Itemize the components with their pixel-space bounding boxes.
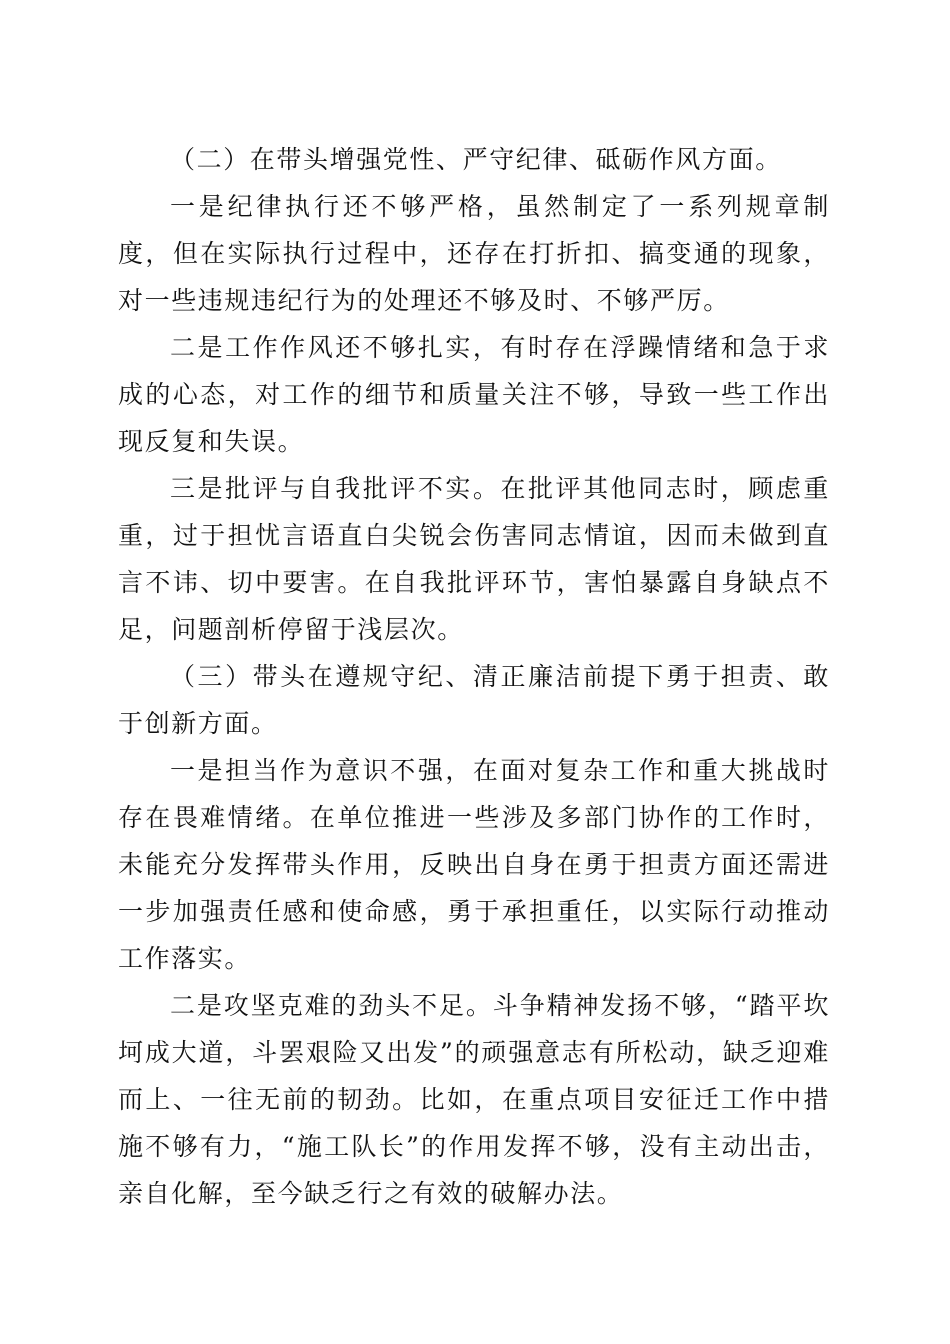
paragraph-responsibility: 一是担当作为意识不强，在面对复杂工作和重大挑战时存在畏难情绪。在单位推进一些涉及多部门协作的工作时，未能充分发挥带头作用，反映出自身在勇于担责方面还需进一步加强责任感和使命感，勇于承担重任，以实际行动推动工作落实。 <box>118 756 830 973</box>
paragraph-tackling-difficulties: 二是攻坚克难的劲头不足。斗争精神发扬不够，“踏平坎坷成大道，斗罢艰险又出发”的顽强意志有所松动，缺乏迎难而上、一往无前的韧劲。比如，在重点项目安征迁工作中措施不够有力，“施工队长”的作用发挥不够，没有主动出击，亲自化解，至今缺乏行之有效的破解办法。 <box>118 991 830 1208</box>
paragraph-discipline: 一是纪律执行还不够严格，虽然制定了一系列规章制度，但在实际执行过程中，还存在打折扣、搞变通的现象，对一些违规违纪行为的处理还不够及时、不够严厉。 <box>118 192 830 315</box>
paragraph-criticism: 三是批评与自我批评不实。在批评其他同志时，顾虑重重，过于担忧言语直白尖锐会伤害同志情谊，因而未做到直言不讳、切中要害。在自我批评环节，害怕暴露自身缺点不足，问题剖析停留于浅层次。 <box>118 474 830 644</box>
section-heading-3: （三）带头在遵规守纪、清正廉洁前提下勇于担责、敢于创新方面。 <box>118 662 830 738</box>
section-heading-2: （二）在带头增强党性、严守纪律、砥砺作风方面。 <box>170 145 782 174</box>
paragraph-work-style: 二是工作作风还不够扎实，有时存在浮躁情绪和急于求成的心态，对工作的细节和质量关注不够，导致一些工作出现反复和失误。 <box>118 333 830 456</box>
document-body <box>118 136 830 1217</box>
